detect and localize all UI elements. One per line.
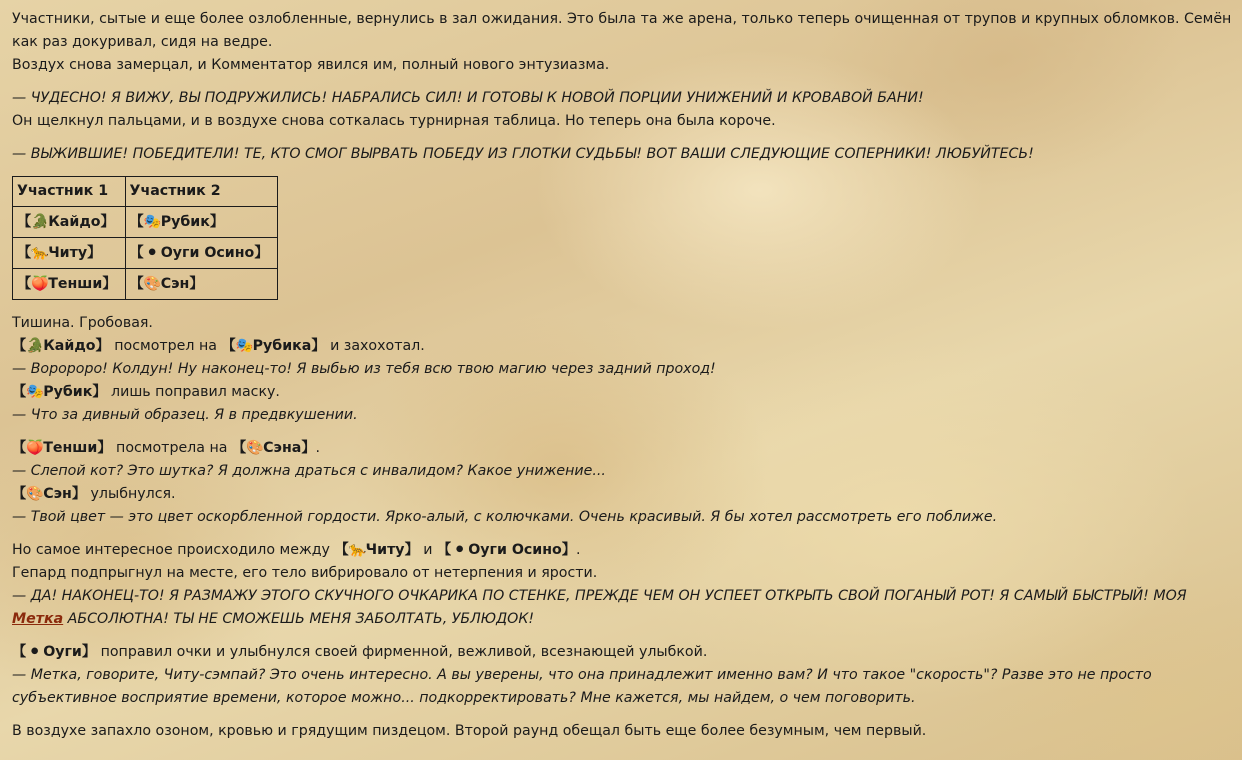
quote-kaido: — Воророро! Колдун! Ну наконец-то! Я выбью из тебя всю твою магию через задний проход! — [12, 361, 716, 377]
table-cell: 【 ⚫ Оуги Осино】 — [125, 238, 277, 269]
table-header-row — [13, 177, 278, 207]
character-tag-sena: 【🎨Сэна】 — [232, 440, 316, 456]
participant-name: Рубик — [160, 213, 210, 230]
character-tag-ougi-oshino: 【 ⚫ Оуги Осино】 — [437, 542, 576, 558]
paragraph-snap: Он щелкнул пальцами, и в воздухе снова соткалась турнирная таблица. Но теперь она была короче. — [12, 113, 776, 129]
character-tag-chitu: 【🐆Читу】 — [334, 542, 418, 558]
crocodile-icon: 🐊 — [26, 338, 44, 354]
character-tag-rubika: 【🎭Рубика】 — [221, 338, 325, 354]
mask-icon: 🎭 — [26, 384, 44, 400]
metka-link[interactable]: Метка — [12, 611, 64, 627]
paragraph-ending: В воздухе запахло озоном, кровью и грядущим пиздецом. Второй раунд обещал быть еще более безумным, чем первый. — [12, 723, 927, 739]
participant-name: Кайдо — [48, 213, 101, 230]
quote-rubik: — Что за дивный образец. Я в предвкушении. — [12, 407, 358, 423]
quote-sen: — Твой цвет — это цвет оскорбленной гордости. Ярко-алый, с колючками. Очень красивый. Я бы хотел рассмотреть его поближе. — [12, 509, 998, 525]
quote-tenshi: — Слепой кот? Это шутка? Я должна драться с инвалидом? Какое унижение... — [12, 463, 606, 479]
paragraph-tenshi-looks: 【🍑Тенши】 посмотрела на 【🎨Сэна】. — [12, 437, 1234, 460]
story-text — [12, 8, 1234, 743]
character-tag-kaido: 【🐊Кайдо】 — [12, 338, 110, 354]
paragraph-arrival: Участники, сытые и еще более озлобленные, вернулись в зал ожидания. Это была та же арена, только теперь очищенная от трупов и крупных обломков. Семён как раз докуривал, сидя на ведре. — [12, 11, 1232, 50]
palette-icon: 🎨 — [26, 486, 44, 502]
cheetah-icon: 🐆 — [348, 542, 367, 558]
paragraph-rubik: 【🎭Рубик】 лишь поправил маску. — [12, 381, 1234, 404]
participant-name: Оуги Осино — [160, 244, 255, 261]
participant-name: Сэн — [160, 275, 190, 292]
mask-icon: 🎭 — [235, 338, 254, 354]
paragraph-silence: Тишина. Гробовая. — [12, 315, 153, 331]
table-row — [13, 207, 278, 238]
character-tag-ougi: 【 ⚫ Оуги】 — [12, 644, 96, 660]
black-circle-icon: ⚫ — [453, 542, 466, 558]
black-circle-icon: ⚫ — [146, 244, 159, 261]
table-cell: 【🎭Рубик】 — [125, 207, 277, 238]
tournament-table — [12, 176, 278, 300]
quote-chitu: — ДА! НАКОНЕЦ-ТО! Я РАЗМАЖУ ЭТОГО СКУЧНОГО ОЧКАРИКА ПО СТЕНКЕ, ПРЕЖДЕ ЧЕМ ОН УСПЕЕТ ОТКРЫТЬ СВОЙ ПОГАНЫЙ РОТ! Я САМЫЙ БЫСТРЫЙ! МОЯ Метка АБСОЛЮТНА! ТЫ НЕ СМОЖЕШЬ МЕНЯ ЗАБОЛТАТЬ, УБЛЮДОК! — [12, 588, 1187, 627]
cheetah-icon: 🐆 — [31, 244, 49, 261]
paragraph-most-interesting: Но самое интересное происходило между 【🐆Читу】 и 【 ⚫ Оуги Осино】. — [12, 539, 1234, 562]
table-row — [13, 238, 278, 269]
quote-commentator-2: — ВЫЖИВШИЕ! ПОБЕДИТЕЛИ! ТЕ, КТО СМОГ ВЫРВАТЬ ПОБЕДУ ИЗ ГЛОТКИ СУДЬБЫ! ВОТ ВАШИ СЛЕДУЮЩИЕ СОПЕРНИКИ! ЛЮБУЙТЕСЬ! — [12, 146, 1034, 162]
table-cell: 【🎨Сэн】 — [125, 269, 277, 300]
table-row — [13, 269, 278, 300]
quote-commentator-1: — ЧУДЕСНО! Я ВИЖУ, ВЫ ПОДРУЖИЛИСЬ! НАБРАЛИСЬ СИЛ! И ГОТОВЫ К НОВОЙ ПОРЦИИ УНИЖЕНИЙ И КРОВАВОЙ БАНИ! — [12, 90, 924, 106]
table-cell: 【🐆Читу】 — [13, 238, 126, 269]
palette-icon: 🎨 — [143, 275, 162, 292]
paragraph-kaido-looks: 【🐊Кайдо】 посмотрел на 【🎭Рубика】 и захохотал. — [12, 335, 1234, 358]
participant-name: Тенши — [48, 275, 103, 292]
header-participant-1: Участник 1 — [13, 177, 126, 207]
peach-icon: 🍑 — [26, 440, 44, 456]
table-cell: 【🐊Кайдо】 — [13, 207, 126, 238]
character-tag-tenshi: 【🍑Тенши】 — [12, 440, 112, 456]
crocodile-icon: 🐊 — [31, 213, 49, 230]
peach-icon: 🍑 — [31, 275, 49, 292]
character-tag-sen: 【🎨Сэн】 — [12, 486, 86, 502]
black-circle-icon: ⚫ — [28, 644, 41, 660]
header-participant-2: Участник 2 — [125, 177, 277, 207]
participant-name: Читу — [48, 244, 88, 261]
paragraph-sen: 【🎨Сэн】 улыбнулся. — [12, 483, 1234, 506]
paragraph-ougi: 【 ⚫ Оуги】 поправил очки и улыбнулся своей фирменной, вежливой, всезнающей улыбкой. — [12, 641, 1234, 664]
character-tag-rubik: 【🎭Рубик】 — [12, 384, 107, 400]
mask-icon: 🎭 — [143, 213, 162, 230]
paragraph-cheetah: Гепард подпрыгнул на месте, его тело вибрировало от нетерпения и ярости. — [12, 565, 598, 581]
quote-ougi: — Метка, говорите, Читу-сэмпай? Это очень интересно. А вы уверены, что она принадлежит именно вам? И что такое "скорость"? Разве это не просто субъективное восприятие времени, которое можно... подкорректировать? Мне кажется, мы найдем, о чем поговорить. — [12, 667, 1152, 706]
table-cell: 【🍑Тенши】 — [13, 269, 126, 300]
palette-icon: 🎨 — [246, 440, 264, 456]
paragraph-commentator: Воздух снова замерцал, и Комментатор явился им, полный нового энтузиазма. — [12, 57, 610, 73]
